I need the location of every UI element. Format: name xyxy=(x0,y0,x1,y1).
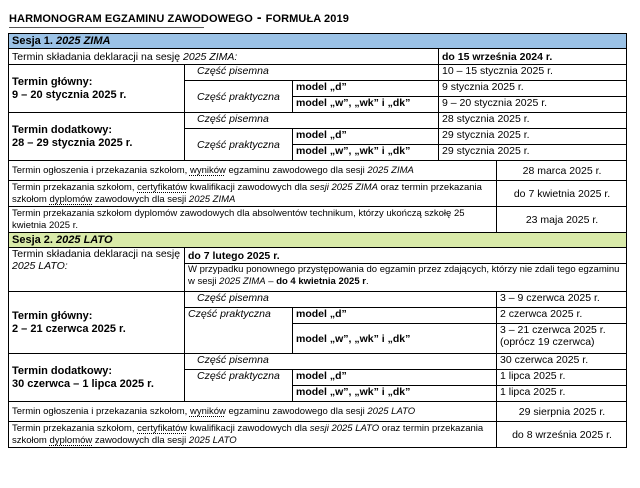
session1-results-underlined: wyników xyxy=(189,164,226,176)
session2-model-d: model „d” xyxy=(293,308,497,324)
session2-declaration-label xyxy=(9,248,185,292)
session2-name: 2025 LATO xyxy=(56,234,113,246)
session1-main-term xyxy=(9,65,185,113)
session1-extra-written: Część pisemna xyxy=(185,113,439,129)
session1-results-session: 2025 ZIMA xyxy=(367,164,414,176)
session1-cert-text-c: oraz termin przekazania szkołom xyxy=(12,181,482,205)
session2-results-text-b: egzaminu zawodowego dla sesji xyxy=(225,405,368,417)
session1-model-w-date: 9 – 20 stycznia 2025 r. xyxy=(439,97,627,113)
session2-cert-text-c: oraz termin przekazania szkołom xyxy=(12,422,484,446)
session2-results-underlined: wyników xyxy=(189,405,226,417)
session2-cert-session2: 2025 LATO xyxy=(188,434,237,446)
session2-main-dates: 2 – 21 czerwca 2025 r. xyxy=(12,322,126,335)
session2-model-w-date: 3 – 21 czerwca 2025 r. xyxy=(500,324,606,336)
session2-header xyxy=(9,233,627,248)
session2-retry-date: do 4 kwietnia 2025 r xyxy=(276,276,366,287)
session2-cert-text-d: zawodowych dla sesji xyxy=(92,434,189,446)
session2-results-date: 29 sierpnia 2025 r. xyxy=(497,402,627,422)
session2-extra-dates: 30 czerwca – 1 lipca 2025 r. xyxy=(12,377,154,390)
session1-cert-underlined2: dyplomów xyxy=(49,193,93,205)
session2-model-d-date: 2 czerwca 2025 r. xyxy=(497,308,627,324)
session1-decl-session: 2025 ZIMA: xyxy=(183,50,238,63)
session1-model-d: model „d” xyxy=(293,81,439,97)
session2-decl-session: 2025 LATO: xyxy=(12,260,68,272)
session2-extra-term xyxy=(9,354,185,402)
session2-retry-text: W przypadku ponownego przystępowania do egzamin przez zdających, którzy nie zdali tego egzaminu w sesji xyxy=(188,264,620,287)
session1-tech-label: Termin przekazania szkołom dyplomów zawodowych dla absolwentów technikum, którzy ukończą szkołę 25 kwietnia 2025 r. xyxy=(9,207,497,233)
schedule-table xyxy=(8,33,627,448)
session2-main-practical: Część praktyczna xyxy=(185,308,293,354)
session2-main-written-date: 3 – 9 czerwca 2025 r. xyxy=(497,292,627,308)
title-underline xyxy=(9,27,204,28)
session2-extra-written-date: 30 czerwca 2025 r. xyxy=(497,354,627,370)
session2-cert-date: do 8 września 2025 r. xyxy=(497,422,627,448)
session1-extra-label: Termin dodatkowy: xyxy=(12,123,113,136)
session1-extra-model-w: model „w”, „wk” i „dk” xyxy=(293,145,439,161)
session1-extra-model-d-date: 29 stycznia 2025 r. xyxy=(439,129,627,145)
session1-cert-session: sesji 2025 ZIMA xyxy=(309,181,378,193)
session1-decl-text: Termin składania deklaracji na sesję xyxy=(12,50,183,63)
session1-declaration-date: do 15 września 2024 r. xyxy=(439,49,627,65)
session2-cert-underlined: certyfikatów xyxy=(137,422,188,434)
session1-model-d-date: 9 stycznia 2025 r. xyxy=(439,81,627,97)
session2-results-text-a: Termin ogłoszenia i przekazania szkołom, xyxy=(12,405,190,417)
session1-cert-text-b: kwalifikacji zawodowych dla xyxy=(187,181,310,193)
session1-declaration-label xyxy=(9,49,439,65)
session2-extra-practical: Część praktyczna xyxy=(185,370,293,402)
session1-extra-model-w-date: 29 stycznia 2025 r. xyxy=(439,145,627,161)
session2-extra-model-w: model „w”, „wk” i „dk” xyxy=(293,386,497,402)
session2-header-cell xyxy=(9,233,627,248)
session1-extra-practical: Część praktyczna xyxy=(185,129,293,161)
session1-cert-text-d: zawodowych dla sesji xyxy=(92,193,189,205)
session1-name: 2025 ZIMA xyxy=(56,35,111,47)
session2-extra-model-d: model „d” xyxy=(293,370,497,386)
session2-results-session: 2025 LATO xyxy=(367,405,416,417)
session1-cert-label xyxy=(9,181,497,207)
session2-main-label: Termin główny: xyxy=(12,309,93,322)
session1-header-cell xyxy=(9,34,627,49)
session1-declaration-row xyxy=(9,49,627,65)
session2-retry-dash: – xyxy=(265,276,277,287)
title-dash: - xyxy=(256,9,262,25)
session1-cert-date: do 7 kwietnia 2025 r. xyxy=(497,181,627,207)
session1-cert-session2: 2025 ZIMA xyxy=(188,193,236,205)
session2-extra-label: Termin dodatkowy: xyxy=(12,364,113,377)
session1-extra-dates: 28 – 29 stycznia 2025 r. xyxy=(12,136,133,149)
session2-cert-text-a: Termin przekazania szkołom, xyxy=(12,422,138,434)
session1-extra-model-d: model „d” xyxy=(293,129,439,145)
session1-results-text-b: egzaminu zawodowego dla sesji xyxy=(225,164,368,176)
session2-cert-label xyxy=(9,422,497,448)
session2-extra-model-w-date: 1 lipca 2025 r. xyxy=(497,386,627,402)
session2-cert-text-b: kwalifikacji zawodowych dla xyxy=(187,422,310,434)
session1-extra-written-date: 28 stycznia 2025 r. xyxy=(439,113,627,129)
session2-prefix: Sesja 2. xyxy=(12,234,57,246)
session2-retry-note xyxy=(185,264,627,292)
session2-model-w: model „w”, „wk” i „dk” xyxy=(293,324,497,354)
session1-main-label: Termin główny: xyxy=(12,75,93,88)
session1-main-written-date: 10 – 15 stycznia 2025 r. xyxy=(439,65,627,81)
session2-retry-dot: . xyxy=(365,276,369,287)
session2-retry-session: 2025 ZIMA xyxy=(219,276,266,287)
session2-cert-session: sesji 2025 LATO xyxy=(309,422,380,434)
title-formula: FORMUŁA 2019 xyxy=(265,13,349,25)
session2-model-w-note: (oprócz 19 czerwca) xyxy=(500,336,595,348)
session1-prefix: Sesja 1. xyxy=(12,35,57,47)
session1-model-w: model „w”, „wk” i „dk” xyxy=(293,97,439,113)
session1-main-practical: Część praktyczna xyxy=(185,81,293,113)
session2-extra-model-d-date: 1 lipca 2025 r. xyxy=(497,370,627,386)
session2-extra-written: Część pisemna xyxy=(185,354,497,370)
session2-cert-underlined2: dyplomów xyxy=(49,434,93,446)
title-main: HARMONOGRAM EGZAMINU ZAWODOWEGO xyxy=(9,13,253,25)
session1-results-date: 28 marca 2025 r. xyxy=(497,161,627,181)
page-title xyxy=(9,9,349,25)
session2-main-written: Część pisemna xyxy=(185,292,497,308)
session2-main-term xyxy=(9,292,185,354)
session1-header xyxy=(9,34,627,49)
session1-main-dates: 9 – 20 stycznia 2025 r. xyxy=(12,88,127,101)
session2-decl-text: Termin składania deklaracji na sesję xyxy=(12,248,181,260)
session2-declaration-date: do 7 lutego 2025 r. xyxy=(185,248,627,264)
session1-tech-date: 23 maja 2025 r. xyxy=(497,207,627,233)
session1-results-label xyxy=(9,161,497,181)
session1-cert-text-a: Termin przekazania szkołom, xyxy=(12,181,138,193)
session1-extra-term xyxy=(9,113,185,161)
session1-cert-underlined: certyfikatów xyxy=(137,181,188,193)
session1-main-written: Część pisemna xyxy=(185,65,439,81)
session1-results-text-a: Termin ogłoszenia i przekazania szkołom, xyxy=(12,164,190,176)
session2-results-label xyxy=(9,402,497,422)
session2-model-w-cell xyxy=(497,324,627,354)
